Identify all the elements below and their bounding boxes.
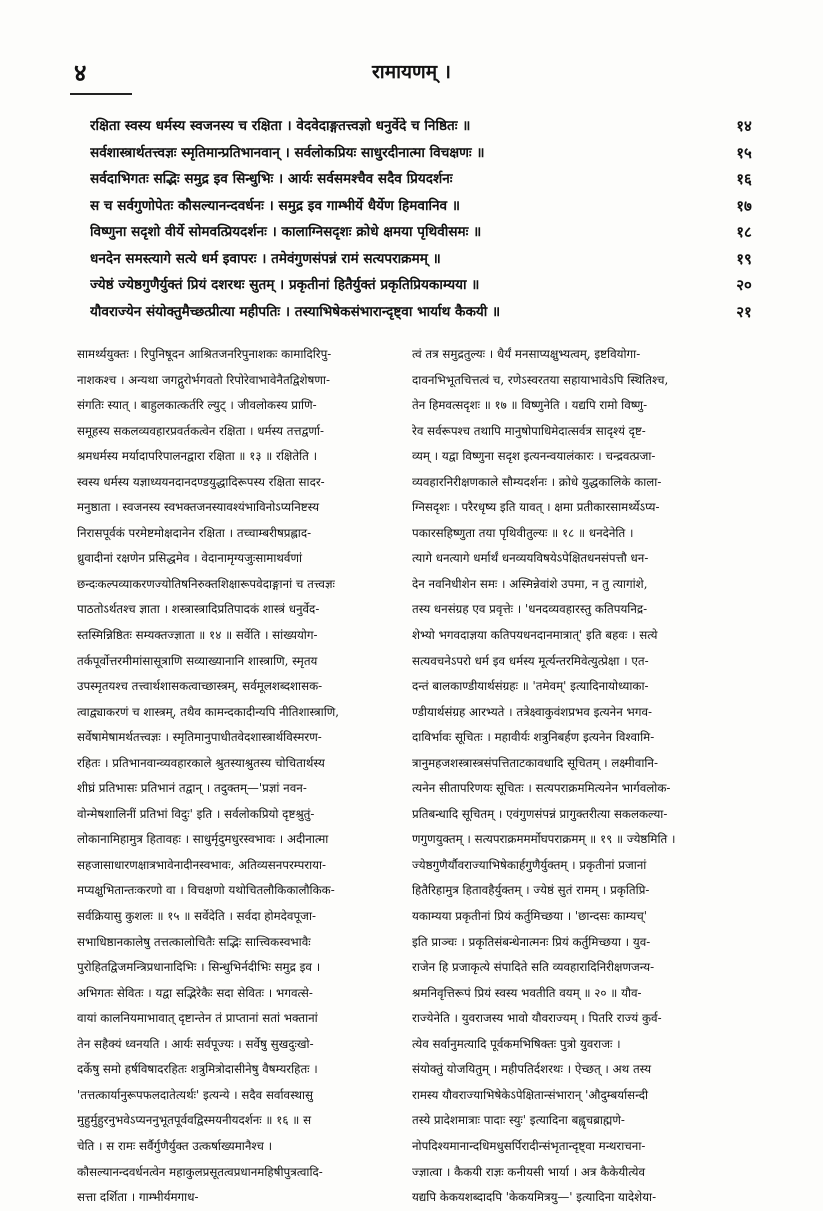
commentary-line: त्वाद्व्याकरणं च शास्त्रम्, तथैव कामन्दकादीन्यपि नीतिशास्त्राणि, — [77, 704, 340, 719]
commentary-line: कौसल्यानन्दवर्धनत्वेन महाकुलप्रसूतत्वप्रधानमहिषीपुत्रत्वादि- — [77, 1164, 323, 1179]
commentary-line: सर्वेषामेषामर्थतत्त्वज्ञः । स्मृतिमानुपाधीतवेदशास्त्रार्थविस्मरण- — [77, 730, 322, 745]
commentary-line: सत्यवचनेऽपरो धर्म इव धर्मस्य मूर्त्यन्तरमिवेत्युत्प्रेक्षा । एत- — [412, 653, 649, 668]
commentary-line: शेभ्यो भगवदाज्ञया कतिपयधनदानमात्रात्' इति बहवः । सत्ये — [412, 628, 658, 643]
commentary-line: नाशकश्च । अन्यथा जगद्गुरोर्भगवतो रिपोरेवाभावेनैतद्विशेषणा- — [77, 372, 330, 387]
commentary-line: उपस्मृतयश्च तत्त्वार्थशासकत्वाच्छास्त्रम्, सर्वमूलशब्दशासक- — [77, 679, 323, 694]
commentary-line: यद्यपि केकयशब्दादपि 'केकयमित्रयु—' इत्यादिना यादेशेया- — [412, 1190, 657, 1205]
verse-line — [90, 246, 770, 273]
commentary-line: दर्केषु समो हर्षविषादरहितः शत्रुमित्रोदासीनेषु वैषम्यरहितः । — [77, 1062, 318, 1077]
commentary-line: संगतिः स्यात् । बाहुलकात्कर्तरि ल्युट् । जीवलोकस्य प्राणि- — [77, 398, 317, 413]
verse-text: सर्वशास्त्रार्थतत्त्वज्ञः स्मृतिमान्प्रतिभानवान् । सर्वलोकप्रियः साधुरदीनात्मा विचक्षणः ॥ — [90, 144, 485, 161]
verse-number: १८ — [736, 223, 752, 241]
verse-line — [90, 299, 770, 326]
verse-text: सर्वदाभिगतः सद्भिः समुद्र इव सिन्धुभिः । आर्यः सर्वसमश्चैव सदैव प्रियदर्शनः — [90, 171, 453, 187]
commentary-line: व्यवहारनिरीक्षणकाले सौम्यदर्शनः । क्रोधे युद्धकालिके काला- — [412, 474, 662, 489]
commentary-line: राजेन हि प्रजाकृत्ये संपादिते सति व्यवहारादिनिरीक्षणजन्य- — [412, 960, 655, 975]
commentary-line: ध्रुवादीनां रक्षणेन प्रसिद्धमेव । वेदानामृग्यजुःसामाथर्वणां — [77, 551, 303, 566]
commentary-line: त्येव सर्वानुमत्यादि पूर्वकमभिषिक्तः पुत्रो युवराजः । — [412, 1036, 621, 1051]
commentary-line: मनुष्ठाता । स्वजनस्य स्वभक्तजनस्यावश्यंभाविनोऽप्यनिष्टस्य — [77, 500, 320, 515]
commentary-line: ज्येष्ठगुणैर्यौवराज्याभिषेकार्हगुणैर्युक्तम् । प्रकृतीनां प्रजानां — [412, 857, 647, 872]
commentary-line: श्रमधर्मस्य मर्यादापरिपालनद्वारा रक्षिता ॥ १३ ॥ रक्षितेति । — [77, 449, 318, 464]
commentary-line: ग्निसदृशः । परैरधृष्य इति यावत् । क्षमा प्रतीकारसामर्थ्येऽप्य- — [412, 500, 660, 515]
commentary-line: देन नवनिधीशेन समः । अस्मिन्नेवांशे उपमा, न तु त्यागांशे, — [412, 576, 648, 591]
commentary-line: तेन हिमवत्सदृशः ॥ १७ ॥ विष्णुनेति । यद्यपि रामो विष्णु- — [412, 398, 648, 413]
verse-line — [90, 272, 770, 299]
commentary-line: दाविर्भावः सूचितः । महावीर्यः शत्रुनिबर्हण इत्यनेन विश्वामि- — [412, 730, 655, 745]
verse-line — [90, 166, 770, 193]
commentary-line: त्रानुमहजशस्त्रास्त्रसंपत्तिताटकावधादि सूचितम् । लक्ष्मीवानि- — [412, 755, 658, 770]
commentary-line: त्यागे धनत्यागे धर्मार्थं धनव्ययविषयेऽपेक्षितधनसंपत्तौ धन- — [412, 551, 649, 566]
verse-text: स च सर्वगुणोपेतः कौसल्यानन्दवर्धनः । समुद्र इव गाम्भीर्ये धैर्येण हिमवानिव ॥ — [90, 197, 460, 214]
commentary-line: सर्वक्रियासु कुशलः ॥ १५ ॥ सर्वेदेति । सर्वदा होमदेवपूजा- — [77, 909, 316, 924]
commentary-line: 'तत्तत्कार्यानुरूपफलदातेत्यर्थः' इत्यन्ये । सदैव सर्वावस्थासु — [77, 1087, 314, 1102]
verse-text: धनदेन समस्त्यागे सत्ये धर्म इवापरः । तमेवंगुणसंपन्नं रामं सत्यपराक्रमम् ॥ — [90, 250, 441, 267]
verse-number: १७ — [736, 196, 752, 215]
commentary-line: सत्ता दर्शिता । गाम्भीर्यमगाध- — [77, 1190, 199, 1205]
verse-number: १९ — [736, 249, 752, 268]
verse-line — [90, 140, 770, 167]
commentary-line: व्यम् । यद्वा विष्णुना सदृश इत्यनन्वयालंकारः । चन्द्रवत्प्रजा- — [412, 449, 656, 464]
commentary-line: प्रतिबन्धादि सूचितम् । एवंगुणसंपन्नं प्रागुक्तरीत्या सकलकल्या- — [412, 806, 668, 821]
commentary-line: श्रमनिवृत्तिरूपं प्रियं स्वस्य भवतीति वयम् ॥ २० ॥ यौव- — [412, 985, 642, 1000]
commentary-line: राज्येनेति । युवराजस्य भावो यौवराज्यम् । पितरि राज्यं कुर्व- — [412, 1011, 662, 1026]
commentary-line: दन्तं बालकाण्डीयार्थसंग्रहः ॥ 'तमेवम्' इत्यादिनायोध्याका- — [412, 679, 649, 694]
commentary-line: समूहस्य सकलव्यवहारप्रवर्तकत्वेन रक्षिता । धर्मस्य तत्तद्वर्णा- — [77, 423, 324, 438]
commentary-line: लोकानामिहामुत्र हितावहः । साधुर्मृदुमधुरस्वभावः । अदीनात्मा — [77, 832, 329, 847]
commentary-line: छन्दःकल्पव्याकरणज्योतिषनिरुक्तशिक्षारूपवेदाङ्गानां च तत्त्वज्ञः — [77, 576, 335, 591]
commentary-line: पुरोहितद्विजमन्त्रिप्रधानादिभिः । सिन्धुभिर्नदीभिः समुद्र इव । — [77, 960, 321, 975]
commentary-line: हितैरिहामुत्र हितावहैर्युक्तम् । ज्येष्ठं सुतं रामम् । प्रकृतिप्रि- — [412, 883, 650, 898]
commentary-line: अभिगतः सेवितः । यद्वा सद्भिरेकैः सदा सेवितः । भगवत्से- — [77, 985, 313, 1000]
verse-line — [90, 219, 770, 246]
commentary-line: वोन्मेषशालिनीं प्रतिभां विदुः' इति । सर्वलोकप्रियो दृष्टश्रुतुं- — [77, 806, 315, 821]
commentary-line: मुहुर्मुहुरनुभवेऽप्यननुभूतपूर्ववद्विस्मयनीयदर्शनः ॥ १६ ॥ स — [77, 1113, 312, 1128]
commentary-line: त्वं तत्र समुद्रतुल्यः । धैर्यं मनसाप्यक्षुभ्यत्वम्, इष्टवियोगा- — [412, 347, 641, 361]
commentary-line: इति प्राञ्चः । प्रकृतिसंबन्धेनात्मनः प्रियं कर्तुमिच्छया । युव- — [412, 934, 651, 949]
commentary-line: निरासपूर्वकं परमेष्टमोक्षदानेन रक्षिता । तच्चाम्बरीषप्रह्लाद- — [77, 525, 312, 540]
verse-line — [90, 113, 770, 140]
page-number: ४ — [74, 58, 87, 87]
commentary-line: सहजासाधारणक्षात्रभावेनादीनस्वभावः, अतिव्यसनपरम्पराया- — [77, 857, 327, 872]
verse-line — [90, 193, 770, 220]
verse-number: १६ — [736, 170, 752, 188]
commentary-left-column — [77, 342, 429, 1211]
commentary-line: स्वस्य धर्मस्य यज्ञाध्ययनदानदण्डयुद्धादिरूपस्य रक्षिता सादर- — [77, 474, 325, 489]
commentary-line: णगुणयुक्तम् । सत्यपराक्रममर्मोघपराक्रमम् ॥ १९ ॥ ज्येष्ठमिति । — [412, 832, 676, 847]
commentary-line: तस्य धनसंग्रह एव प्रवृत्तेः । 'धनदव्यवहारस्तु कतिपयनिद्र- — [412, 602, 648, 617]
commentary-line: तेन सहैक्यं ध्वनयति । आर्यः सर्वपूज्यः । सर्वेषु सुखदुःखो- — [77, 1036, 314, 1051]
commentary-line: स्तस्मिन्निष्ठितः सम्यक्तज्ज्ञाता ॥ १४ ॥ सर्वेति । सांख्ययोग- — [77, 628, 318, 643]
commentary-line: ण्डीयार्थसंग्रह आरभ्यते । तत्रेक्ष्वाकुवंशप्रभव इत्यनेन भगव- — [412, 704, 652, 719]
commentary-line: रेव सर्वरूपश्च तथापि मानुषोपाधिमेदात्सर्वत्र सादृश्यं दृष्ट- — [412, 423, 646, 438]
commentary-line: सामर्थ्ययुक्तः । रिपुनिषूदन आश्रितजनरिपुनाशकः कामादिरिपु- — [77, 347, 332, 361]
commentary-line: त्यनेन सीतापरिणयः सूचितः । सत्यपराक्रममित्यनेन भार्गवलोक- — [412, 781, 671, 796]
verse-text: यौवराज्येन संयोक्तुमैच्छत्प्रीत्या महीपतिः । तस्याभिषेकसंभारान्दृष्ट्वा भार्याथ कैकयी ॥ — [90, 303, 501, 320]
commentary-line: पाठतोऽर्थतश्च ज्ञाता । शस्त्रास्त्रादिप्रतिपादकं शास्त्रं धनुर्वेद- — [77, 602, 320, 617]
page-number-underline — [70, 93, 132, 95]
commentary-right-column — [412, 342, 764, 1211]
verse-text: ज्येष्ठं ज्येष्ठगुणैर्युक्तं प्रियं दशरथः सुतम् । प्रकृतीनां हितैर्युक्तं प्रकृतिप्रियकाम्यया ॥ — [90, 277, 480, 293]
commentary-line: शीघ्रं प्रतिभासः प्रतिभानं तद्वान् । तदुक्तम्—'प्रज्ञां नवन- — [77, 781, 307, 796]
commentary-line: तर्कपूर्वोत्तरमीमांसासूत्राणि सव्याख्यानानि शास्त्राणि, स्मृतय — [77, 653, 318, 668]
commentary-line: रामस्य यौवराज्याभिषेकेऽपेक्षितान्संभारान् 'औदुम्बर्यासन्दी — [412, 1087, 649, 1102]
commentary-line: तस्ये प्रादेशमात्राः पादाः स्युः' इत्यादिना बह्वृचब्राह्मणे- — [412, 1113, 625, 1128]
commentary-line: सभाधिष्ठानकालेषु तत्तत्कालोचितैः सद्भिः सात्त्विकस्वभावैः — [77, 934, 311, 949]
running-head-title: रामायणम् । — [372, 61, 451, 83]
commentary-line: रहितः । प्रतिभानवान्व्यवहारकाले श्रुतस्याश्रुतस्य चोचितार्थस्य — [77, 755, 325, 770]
verse-block — [90, 113, 770, 325]
verse-number: १५ — [736, 143, 752, 162]
commentary-line: वायां कालनियमाभावात् दृष्टान्तेन तं प्राप्तानां सतां भक्तानां — [77, 1011, 318, 1026]
commentary-line: चेति । स रामः सर्वैर्गुणैर्युक्त उत्कर्षाख्यमानैश्च । — [77, 1138, 273, 1153]
verse-text: विष्णुना सदृशो वीर्ये सोमवत्प्रियदर्शनः । कालाग्निसदृशः क्रोधे क्षमया पृथिवीसमः ॥ — [90, 224, 482, 240]
commentary-line: पकारसहिष्णुता तया पृथिवीतुल्यः ॥ १८ ॥ धनदेनेति । — [412, 525, 634, 540]
verse-number: १४ — [736, 117, 752, 135]
commentary-line: मप्यक्षुभितान्तःकरणो वा । विचक्षणो यथोचितलौकिकालौकिक- — [77, 883, 335, 898]
verse-text: रक्षिता स्वस्य धर्मस्य स्वजनस्य च रक्षिता । वेदवेदाङ्गतत्त्वज्ञो धनुर्वेदे च निष्ठितः ॥ — [90, 118, 471, 134]
commentary-line: दावनभिभूतचित्तत्वं च, रणेऽस्वरतया सहायाभावेऽपि स्थितिश्च, — [412, 372, 669, 387]
verse-number: २० — [736, 276, 752, 294]
commentary-line: नोपदिश्यमानान्दधिमधुसर्पिरादीन्संभृतान्दृष्ट्वा मन्थराचना- — [412, 1138, 646, 1153]
verse-number: २१ — [736, 302, 752, 321]
commentary-line: ज्ज्ञात्वा । कैकयी राज्ञः कनीयसी भार्या । अत्र कैकेयीत्येव — [412, 1164, 646, 1179]
commentary-line: यकाम्यया प्रकृतीनां प्रियं कर्तुमिच्छया । 'छान्दसः काम्यच्' — [412, 909, 648, 924]
commentary-line: संयोक्तुं योजयितुम् । महीपतिर्दशरथः । ऐच्छत् । अथ तस्य — [412, 1062, 652, 1077]
